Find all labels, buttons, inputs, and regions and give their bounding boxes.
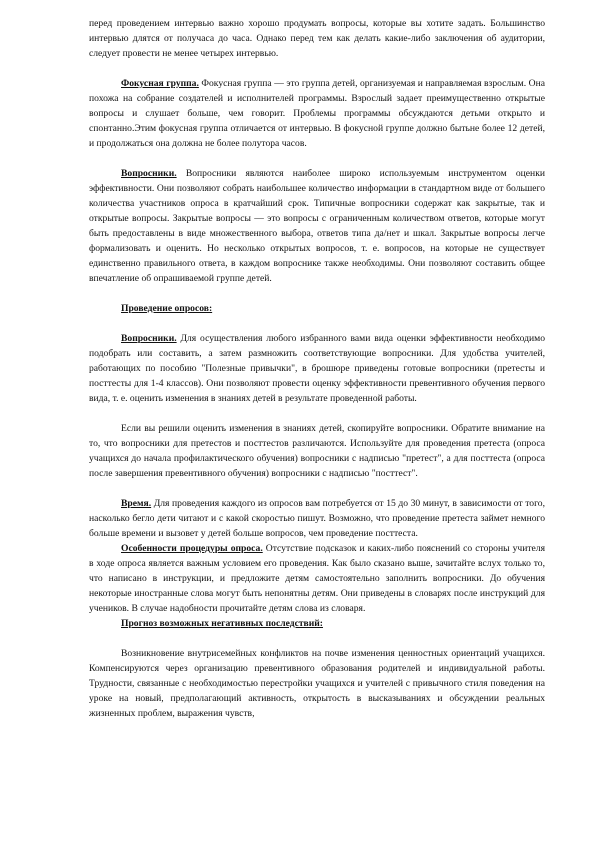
focus-group-text: Фокусная группа — это группа детей, организуемая и направляемая взрослым. Она похожа на собрание создателей и исполнителей программы. Взрослый задает преимущественно открытые вопросы и слушает больше, чем говорит. Проблемы программы обсуждаются детьми открыто и спонтанно.Этим фокусная группа отличается от интервью. В фокусной группе должно бытьне более 12 детей, и продолжаться она должна не более полутора часов.	[89, 78, 546, 149]
focus-group-heading: Фокусная группа.	[121, 78, 199, 89]
paragraph-questionnaires	[89, 166, 545, 286]
questionnaires-heading: Вопросники.	[121, 168, 177, 179]
paragraph-interview-continuation: перед проведением интервью важно хорошо продумать вопросы, которые вы хотите задать. Большинство интервью длятся от получаса до часа. Однако перед тем как делать какие-либо заключения об аудитории, следует провести не менее четырех интервью.	[89, 18, 545, 59]
questionnaires-2-heading: Вопросники.	[121, 333, 177, 344]
negative-consequences-heading: Прогноз возможных негативных последствий:	[121, 618, 323, 629]
questionnaires-text: Вопросники являются наиболее широко используемым инструментом оценки эффективности. Они позволяют собрать наибольшее количество информации в стандартном виде от большего количества участников опроса в кратчайший срок. Типичные вопросники содержат как закрытые, так и открытые вопросы. Закрытые вопросы — это вопросы с ограниченным количеством ответов, которые могут быть предоставлены в виде множественного выбора, ответов типа да/нет и шкал. Закрытые вопросы легче формализовать и оценить. Но несколько открытых вопросов, т. е. вопросов, на которые не существует единственно правильного ответа, в каждом вопроснике также необходимы. Они позволяют составить общее впечатление об опрашиваемой группе детей.	[89, 168, 545, 284]
procedure-text: Отсутствие подсказок и каких-либо пояснений со стороны учителя в ходе опроса является важным условием его проведения. Как было сказано выше, зачитайте вслух только то, что написано в инструкции, и предложите детям самостоятельно заполнить вопросники. До обучения некоторые иностранные слова могут быть непонятны детям. Они приведены в словарях после инструкций для учеников. В случае надобности прочитайте детям слова из словаря.	[89, 543, 546, 614]
paragraph-procedure	[89, 541, 545, 616]
time-heading: Время.	[121, 498, 152, 509]
paragraph-questionnaires-2	[89, 331, 545, 406]
section-heading-conducting-surveys	[89, 301, 545, 316]
conducting-surveys-heading: Проведение опросов:	[121, 303, 213, 314]
procedure-heading: Особенности процедуры опроса.	[121, 543, 263, 554]
paragraph-focus-group	[89, 76, 545, 151]
paragraph-time	[89, 496, 545, 541]
section-heading-negative-consequences	[89, 616, 545, 631]
paragraph-family-conflicts: Возникновение внутрисемейных конфликтов на почве изменения ценностных ориентаций учащихся. Компенсируются через организацию превентивного образования родителей и индивидуальной работы. Трудности, связанные с необходимостью перестройки учащихся и учителей с привычного стиля поведения на уроке на новый, предполагающий активность, открытость в высказываниях и обсуждении реальных жизненных проблем, выражения чувств,	[89, 648, 545, 719]
questionnaires-2-text: Для осуществления любого избранного вами вида оценки эффективности необходимо подобрать или составить, а затем размножить соответствующие вопросники. Для удобства учителей, работающих по пособию "Полезные привычки", в брошюре приведены готовые вопросники (претесты и посттесты для 1-4 классов). Они позволяют провести оценку эффективности превентивного обучения первого вида, т. е. оценить изменения в знаниях детей в результате проведенной работы.	[89, 333, 545, 404]
time-text: Для проведения каждого из опросов вам потребуется от 15 до 30 минут, в зависимости от того, насколько бегло дети читают и с какой скоростью пишут. Возможно, что проведение претеста займет немного больше времени и вызовет у детей больше вопросов, чем проведение посттеста.	[89, 498, 545, 539]
document-page	[89, 16, 545, 721]
paragraph-copy-questionnaires: Если вы решили оценить изменения в знаниях детей, скопируйте вопросники. Обратите внимание на то, что вопросники для претестов и посттестов различаются. Используйте для проведения претеста (опроса учащихся до начала профилактического обучения) вопросники с надписью "претест", а для посттеста (опроса после завершения превентивного обучения) вопросники с надписью "посттест".	[89, 423, 545, 479]
